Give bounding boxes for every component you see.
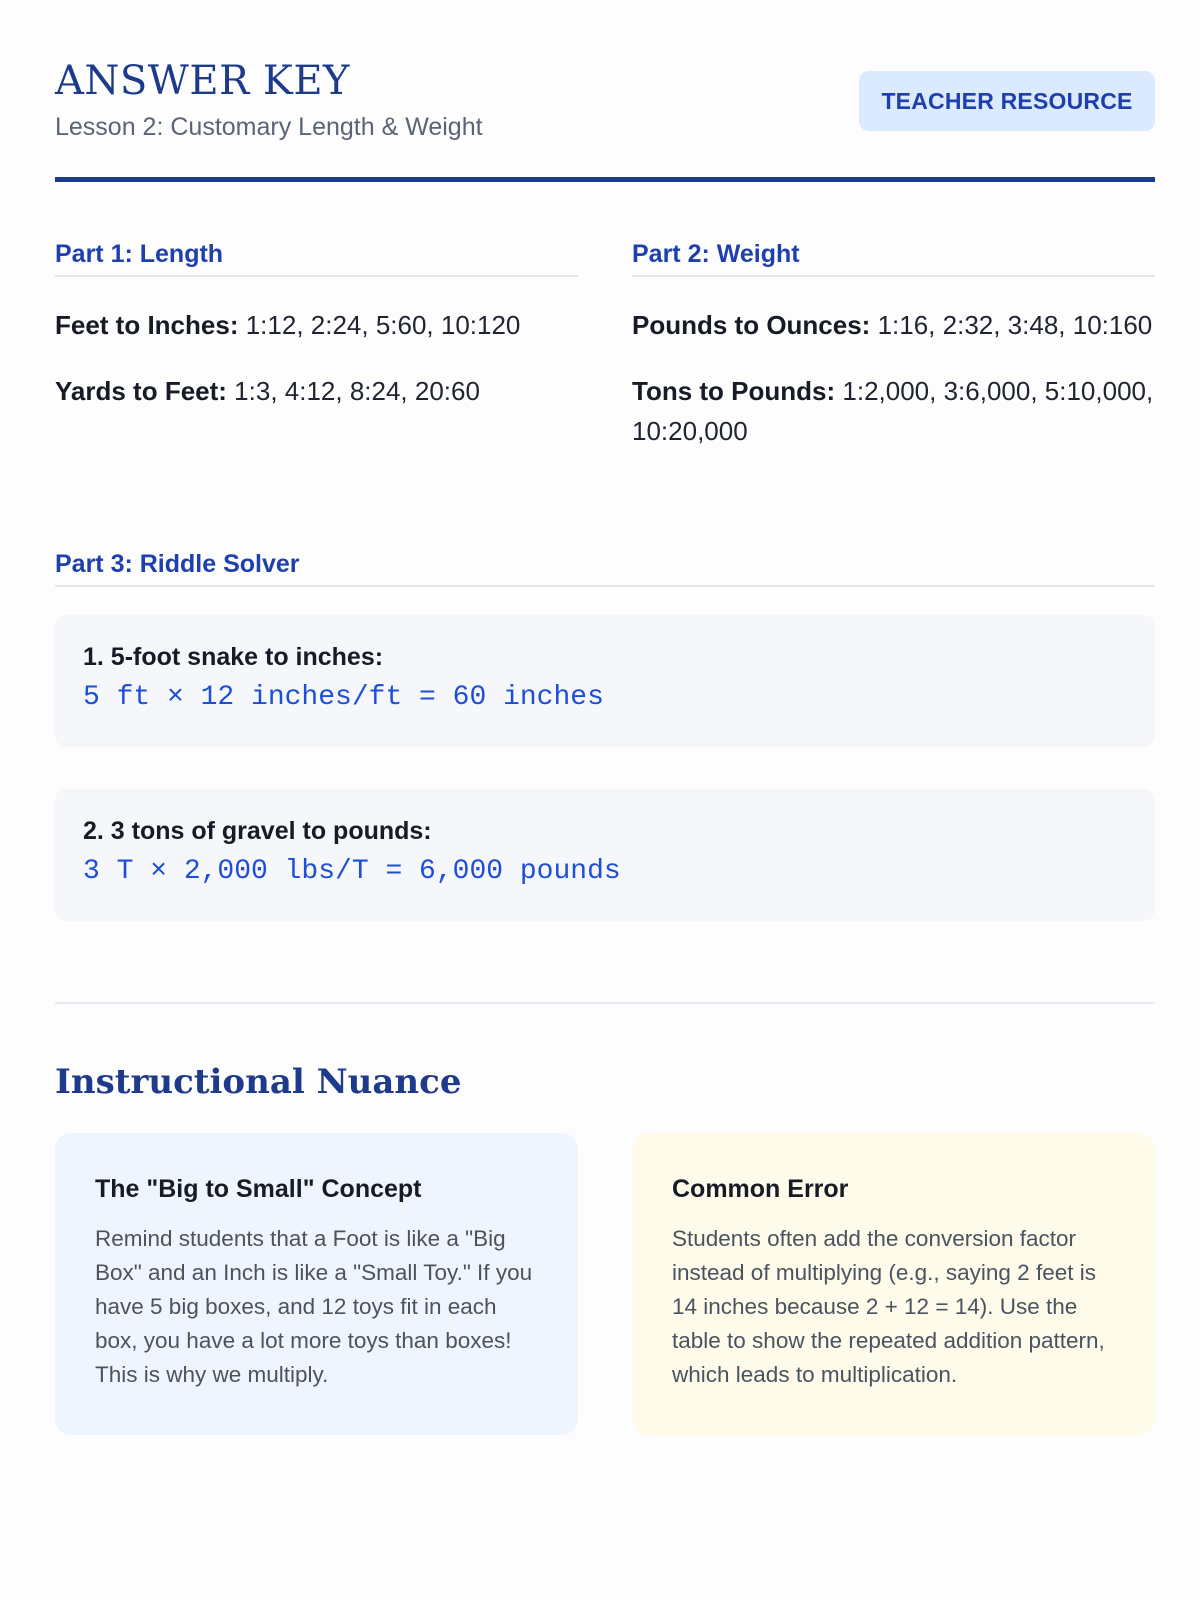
- answer-key-page: [55, 0, 1155, 1387]
- answer-label: Yards to Feet:: [55, 376, 227, 406]
- card-body: Remind students that a Foot is like a "Big Box" and an Inch is like a "Small Toy." If you have 5 big boxes, and 12 toys fit in each box, you have a lot more toys than boxes! This is why we multiply.: [95, 1226, 533, 1387]
- page-title: ANSWER KEY: [55, 58, 350, 104]
- part3-heading: Part 3: Riddle Solver: [55, 550, 1155, 587]
- part1-length-section: [55, 240, 578, 411]
- card-title: Common Error: [672, 1175, 849, 1203]
- riddle-card: [55, 615, 1155, 747]
- card-title: The "Big to Small" Concept: [95, 1175, 422, 1203]
- card-body: Students often add the conversion factor instead of multiplying (e.g., saying 2 feet is 14 inches because 2 + 12 = 14). Use the table to show the repeated addition pattern, which leads to multiplication.: [672, 1226, 1105, 1387]
- riddle-question: 2. 3 tons of gravel to pounds:: [83, 817, 432, 845]
- answer-label: Tons to Pounds:: [632, 376, 836, 406]
- pounds-to-ounces-answer: [632, 305, 1155, 345]
- riddle-question: 1. 5-foot snake to inches:: [83, 643, 384, 671]
- big-to-small-card: [55, 1133, 578, 1435]
- instructional-nuance-heading: Instructional Nuance: [55, 1062, 462, 1102]
- common-error-card: [632, 1133, 1155, 1435]
- riddle-answer: 3 T × 2,000 lbs/T = 6,000 pounds: [83, 856, 621, 887]
- tons-to-pounds-answer: [632, 371, 1155, 451]
- answer-value: 1:12, 2:24, 5:60, 10:120: [245, 310, 521, 340]
- lesson-subtitle: Lesson 2: Customary Length & Weight: [55, 113, 483, 141]
- part2-heading: Part 2: Weight: [632, 240, 1155, 277]
- part2-weight-section: [632, 240, 1155, 451]
- answer-value: 1:3, 4:12, 8:24, 20:60: [234, 376, 480, 406]
- answer-value: 1:2,000, 3:6,000, 5:10,000, 10:20,000: [632, 376, 1154, 446]
- riddle-card: [55, 789, 1155, 921]
- header: [55, 0, 1155, 182]
- answer-value: 1:16, 2:32, 3:48, 10:160: [877, 310, 1153, 340]
- part1-heading: Part 1: Length: [55, 240, 578, 277]
- answer-label: Feet to Inches:: [55, 310, 239, 340]
- part3-riddle-section: [55, 550, 1155, 921]
- teacher-resource-badge: TEACHER RESOURCE: [859, 71, 1155, 131]
- feet-to-inches-answer: [55, 305, 578, 345]
- section-divider: [55, 1002, 1155, 1004]
- riddle-answer: 5 ft × 12 inches/ft = 60 inches: [83, 682, 604, 713]
- yards-to-feet-answer: [55, 371, 578, 411]
- answer-label: Pounds to Ounces:: [632, 310, 871, 340]
